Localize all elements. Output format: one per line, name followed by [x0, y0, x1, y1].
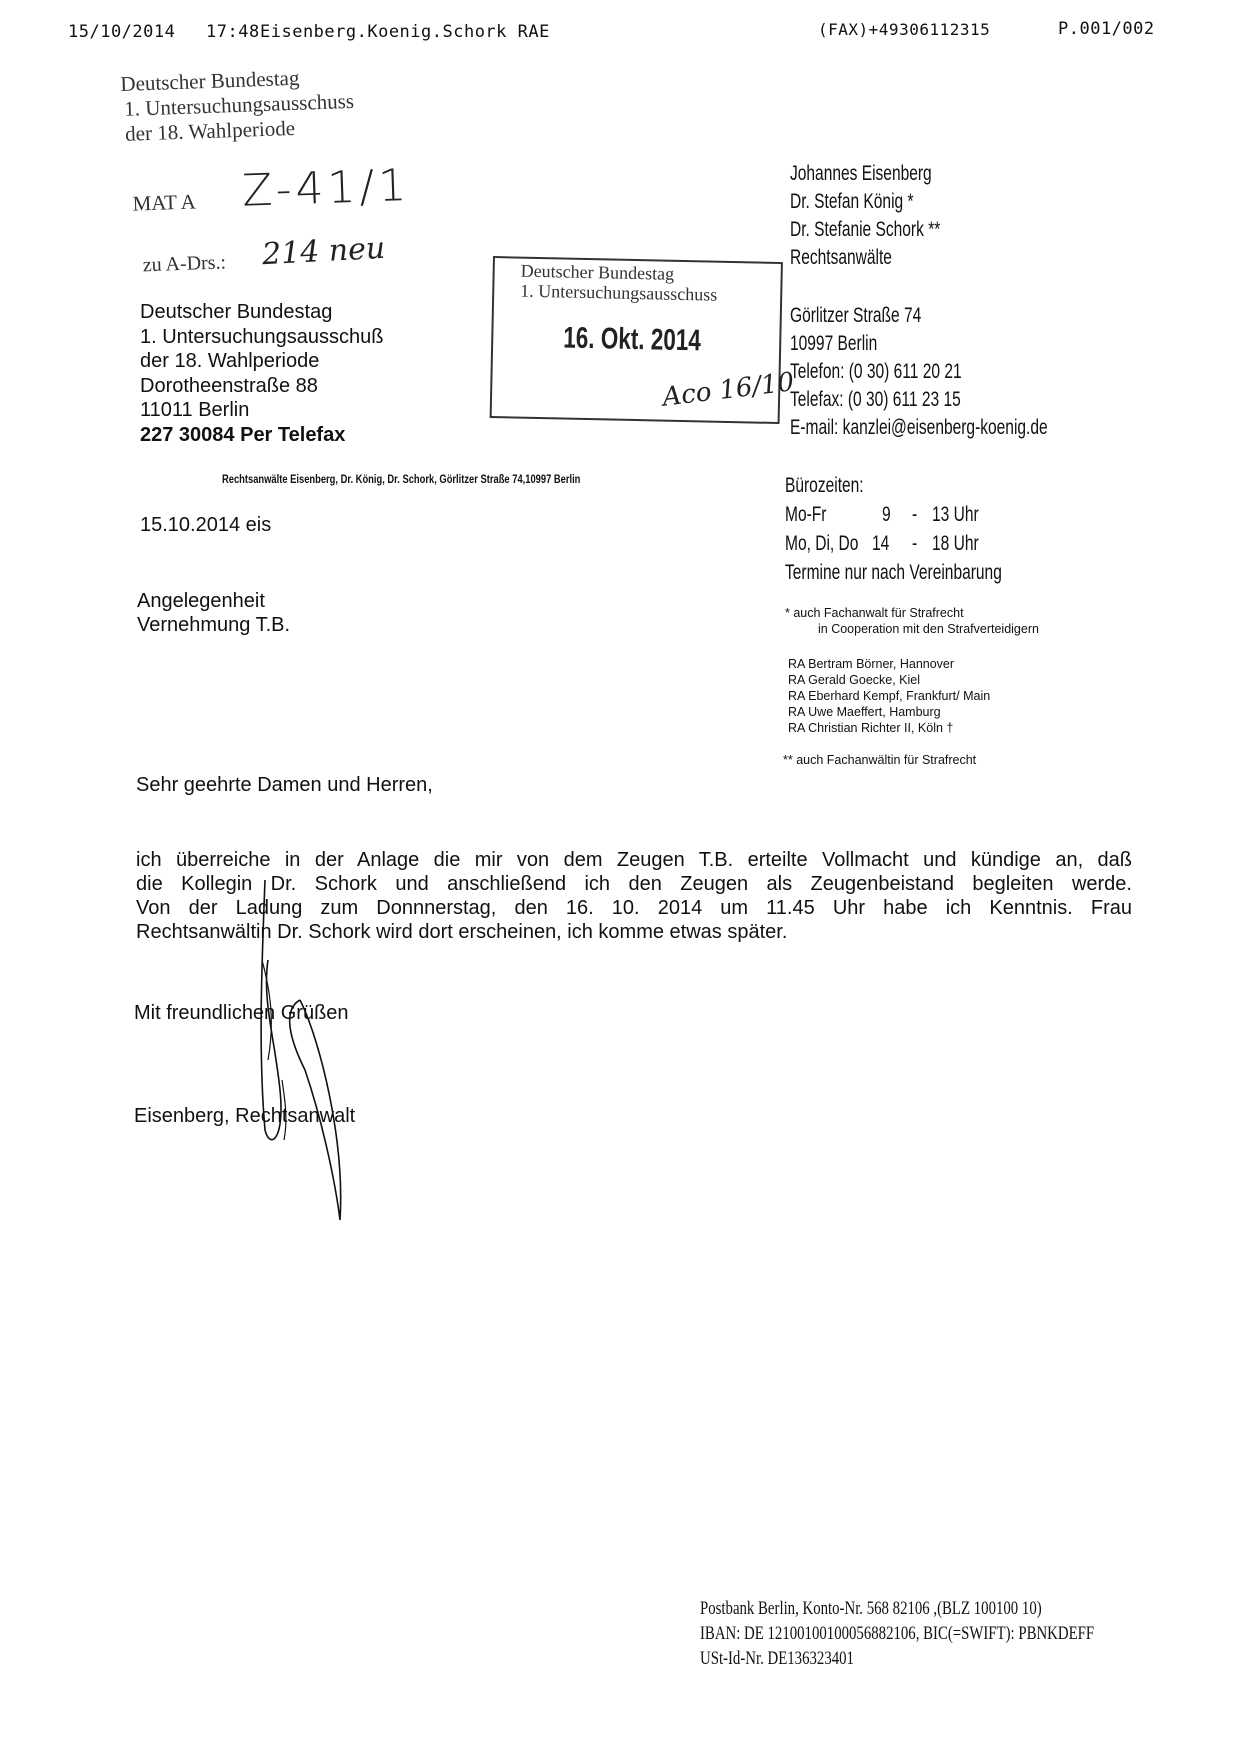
recipient-address — [140, 300, 383, 447]
lawyer-name: Dr. Stefan König * — [790, 190, 914, 213]
fax-sender: Eisenberg.Koenig.Schork RAE — [260, 22, 550, 42]
recipient-line: der 18. Wahlperiode — [140, 350, 320, 372]
body-line: ich überreiche in der Anlage die mir von dem Zeugen T.B. erteilte Vollmacht und kündige an, daß — [136, 849, 1132, 871]
bank-line: USt-Id-Nr. DE136323401 — [700, 1648, 854, 1669]
recipient-line: Dorotheenstraße 88 — [140, 374, 318, 397]
stamp-line-2: 1. Untersuchungsausschuss — [123, 88, 355, 121]
firm-phone: Telefon: (0 30) 611 20 21 — [790, 360, 962, 383]
mat-value: Z-41/1 — [241, 159, 412, 217]
received-stamp-initials: Aco 16/10 — [660, 367, 796, 413]
subject-label: Angelegenheit — [137, 590, 265, 612]
firm-email: E-mail: kanzlei@eisenberg-koenig.de — [790, 416, 1048, 439]
letter-body — [136, 848, 1132, 944]
received-stamp-line-1: Deutscher Bundestag — [520, 260, 675, 284]
received-stamp-date: 16. Okt. 2014 — [562, 321, 702, 358]
bank-line: IBAN: DE 12100100100056882106, BIC(=SWIFT): PBNKDEFF — [700, 1623, 1095, 1644]
salutation: Sehr geehrte Damen und Herren, — [136, 774, 433, 796]
cooperation-item: RA Gerald Goecke, Kiel — [788, 673, 921, 687]
hours-to: 18 Uhr — [932, 532, 979, 555]
hours-from: 14 — [872, 532, 890, 555]
recipient-fax: 227 30084 Per Telefax — [140, 423, 346, 446]
drs-label: zu A-Drs.: — [142, 251, 227, 277]
footnote-1-cont: in Cooperation mit den Strafverteidigern — [818, 622, 1039, 636]
hours-days: Mo, Di, Do — [785, 532, 859, 555]
fax-number: (FAX)+49306112315 — [818, 20, 991, 39]
stamp-line-1: Deutscher Bundestag — [120, 65, 300, 96]
lawyer-name: Dr. Stefanie Schork ** — [790, 218, 941, 241]
recipient-line: 1. Untersuchungsausschuß — [140, 325, 384, 348]
body-line: Von der Ladung zum Donnnerstag, den 16. 10. 2014 um 11.45 Uhr habe ich Kenntnis. Frau — [136, 897, 1132, 919]
cooperation-item: RA Christian Richter II, Köln † — [788, 721, 954, 735]
drs-value: 214 neu — [261, 230, 387, 273]
cooperation-list — [788, 656, 990, 736]
cooperation-item: RA Uwe Maeffert, Hamburg — [788, 705, 941, 719]
signature-line: Eisenberg, Rechtsanwalt — [134, 1105, 356, 1127]
mat-label: MAT A — [132, 189, 197, 216]
closing: Mit freundlichen Grüßen — [134, 1002, 349, 1024]
subject-value: Vernehmung T.B. — [137, 614, 291, 636]
received-stamp — [490, 256, 796, 424]
footnote-1: * auch Fachanwalt für Strafrecht — [785, 606, 964, 620]
body-line: Rechtsanwältin Dr. Schork wird dort erscheinen, ich komme etwas später. — [136, 921, 788, 943]
firm-title: Rechtsanwälte — [790, 246, 892, 269]
firm-city: 10997 Berlin — [790, 332, 878, 355]
hours-from: 9 — [882, 503, 891, 526]
hours-label: Bürozeiten: — [785, 474, 864, 497]
received-stamp-line-2: 1. Untersuchungsausschuss — [520, 280, 718, 305]
stamp-line-3: der 18. Wahlperiode — [124, 115, 296, 146]
cooperation-item: RA Bertram Börner, Hannover — [788, 657, 955, 671]
bank-line: Postbank Berlin, Konto-Nr. 568 82106 ,(BLZ 100100 10) — [700, 1598, 1042, 1619]
lawyer-name: Johannes Eisenberg — [790, 162, 932, 185]
footnote-2: ** auch Fachanwältin für Strafrecht — [783, 753, 977, 767]
hours-dash: - — [912, 532, 918, 555]
bank-details — [700, 1596, 1094, 1671]
firm-fax: Telefax: (0 30) 611 23 15 — [790, 388, 961, 411]
fax-date: 15/10/2014 — [68, 22, 176, 42]
hours-to: 13 Uhr — [932, 503, 979, 526]
appointment-note: Termine nur nach Vereinbarung — [785, 561, 1002, 584]
hours-days: Mo-Fr — [785, 503, 827, 526]
recipient-line: Deutscher Bundestag — [140, 301, 333, 323]
cooperation-item: RA Eberhard Kempf, Frankfurt/ Main — [788, 689, 991, 703]
hours-dash: - — [912, 503, 918, 526]
recipient-line: 11011 Berlin — [140, 399, 250, 421]
return-address: Rechtsanwälte Eisenberg, Dr. König, Dr. Schork, Görlitzer Straße 74,10997 Berlin — [222, 472, 581, 486]
fax-time: 17:48 — [206, 22, 260, 42]
firm-street: Görlitzer Straße 74 — [790, 304, 922, 327]
body-line: die Kollegin Dr. Schork und anschließend ich den Zeugen als Zeugenbeistand begleiten werde. — [136, 873, 1132, 895]
letter-date: 15.10.2014 eis — [140, 514, 272, 536]
fax-page: P.001/002 — [1058, 19, 1155, 39]
